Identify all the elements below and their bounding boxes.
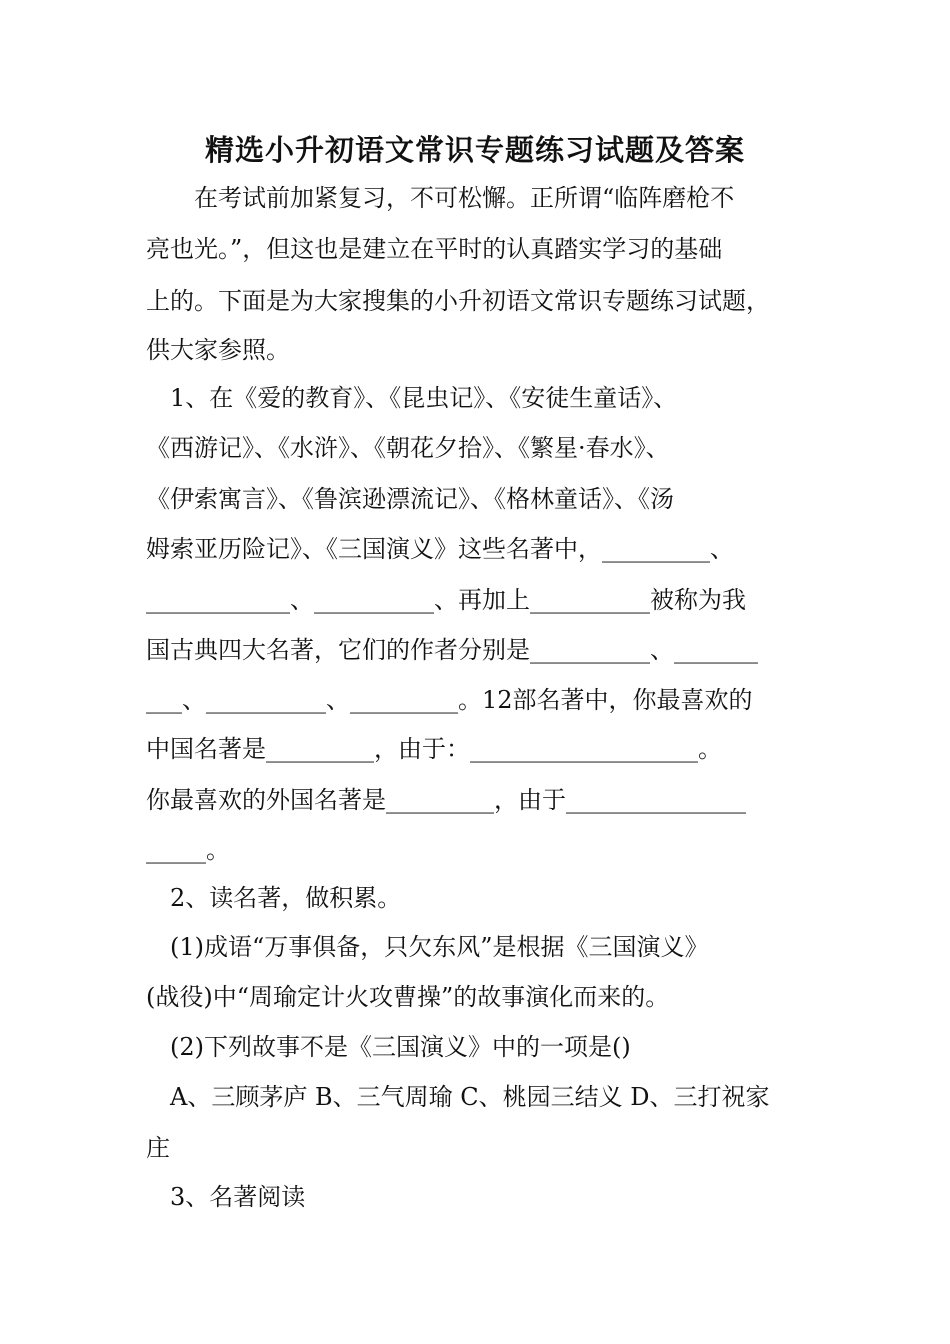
- question-1-line-10: _____。: [146, 836, 230, 864]
- question-3-heading: 3、名著阅读: [146, 1183, 306, 1211]
- question-1-line-6: 国古典四大名著，它们的作者分别是__________、_______: [146, 636, 758, 664]
- intro-line-3: 上的。下面是为大家搜集的小升初语文常识专题练习试题，: [146, 287, 770, 315]
- intro-line-1: 在考试前加紧复习，不可松懈。正所谓“临阵磨枪不: [146, 184, 735, 212]
- intro-line-4: 供大家参照。: [146, 336, 290, 364]
- question-1-line-2: 《西游记》、《水浒》、《朝花夕拾》、《繁星·春水》、: [146, 434, 670, 462]
- question-1-line-7: ___、__________、_________。12部名著中，你最喜欢的: [146, 686, 753, 714]
- question-2-options-line-2: 庄: [146, 1134, 170, 1162]
- question-2-item-1-line-2: (战役)中“周瑜定计火攻曹操”的故事演化而来的。: [146, 983, 670, 1011]
- intro-line-2: 亮也光。”，但这也是建立在平时的认真踏实学习的基础: [146, 235, 723, 263]
- question-2-item-2: (2)下列故事不是《三国演义》中的一项是(): [146, 1033, 631, 1061]
- document-title: 精选小升初语文常识专题练习试题及答案: [204, 133, 745, 167]
- question-2-heading: 2、读名著，做积累。: [146, 884, 402, 912]
- question-1-line-4: 姆索亚历险记》、《三国演义》这些名著中，_________、: [146, 535, 734, 563]
- question-1-line-8: 中国名著是_________，由于：___________________。: [146, 735, 722, 763]
- question-2-item-1-line-1: (1)成语“万事俱备，只欠东风”是根据《三国演义》: [146, 933, 709, 961]
- question-1-line-5: ____________、__________、再加上__________被称为我: [146, 586, 746, 614]
- question-1-line-1: 1、在《爱的教育》、《昆虫记》、《安徒生童话》、: [146, 384, 678, 412]
- question-1-line-9: 你最喜欢的外国名著是_________，由于_______________: [146, 786, 746, 814]
- question-2-options-line-1: A、三顾茅庐 B、三气周瑜 C、桃园三结义 D、三打祝家: [146, 1083, 770, 1111]
- question-1-line-3: 《伊索寓言》、《鲁滨逊漂流记》、《格林童话》、《汤: [146, 485, 674, 513]
